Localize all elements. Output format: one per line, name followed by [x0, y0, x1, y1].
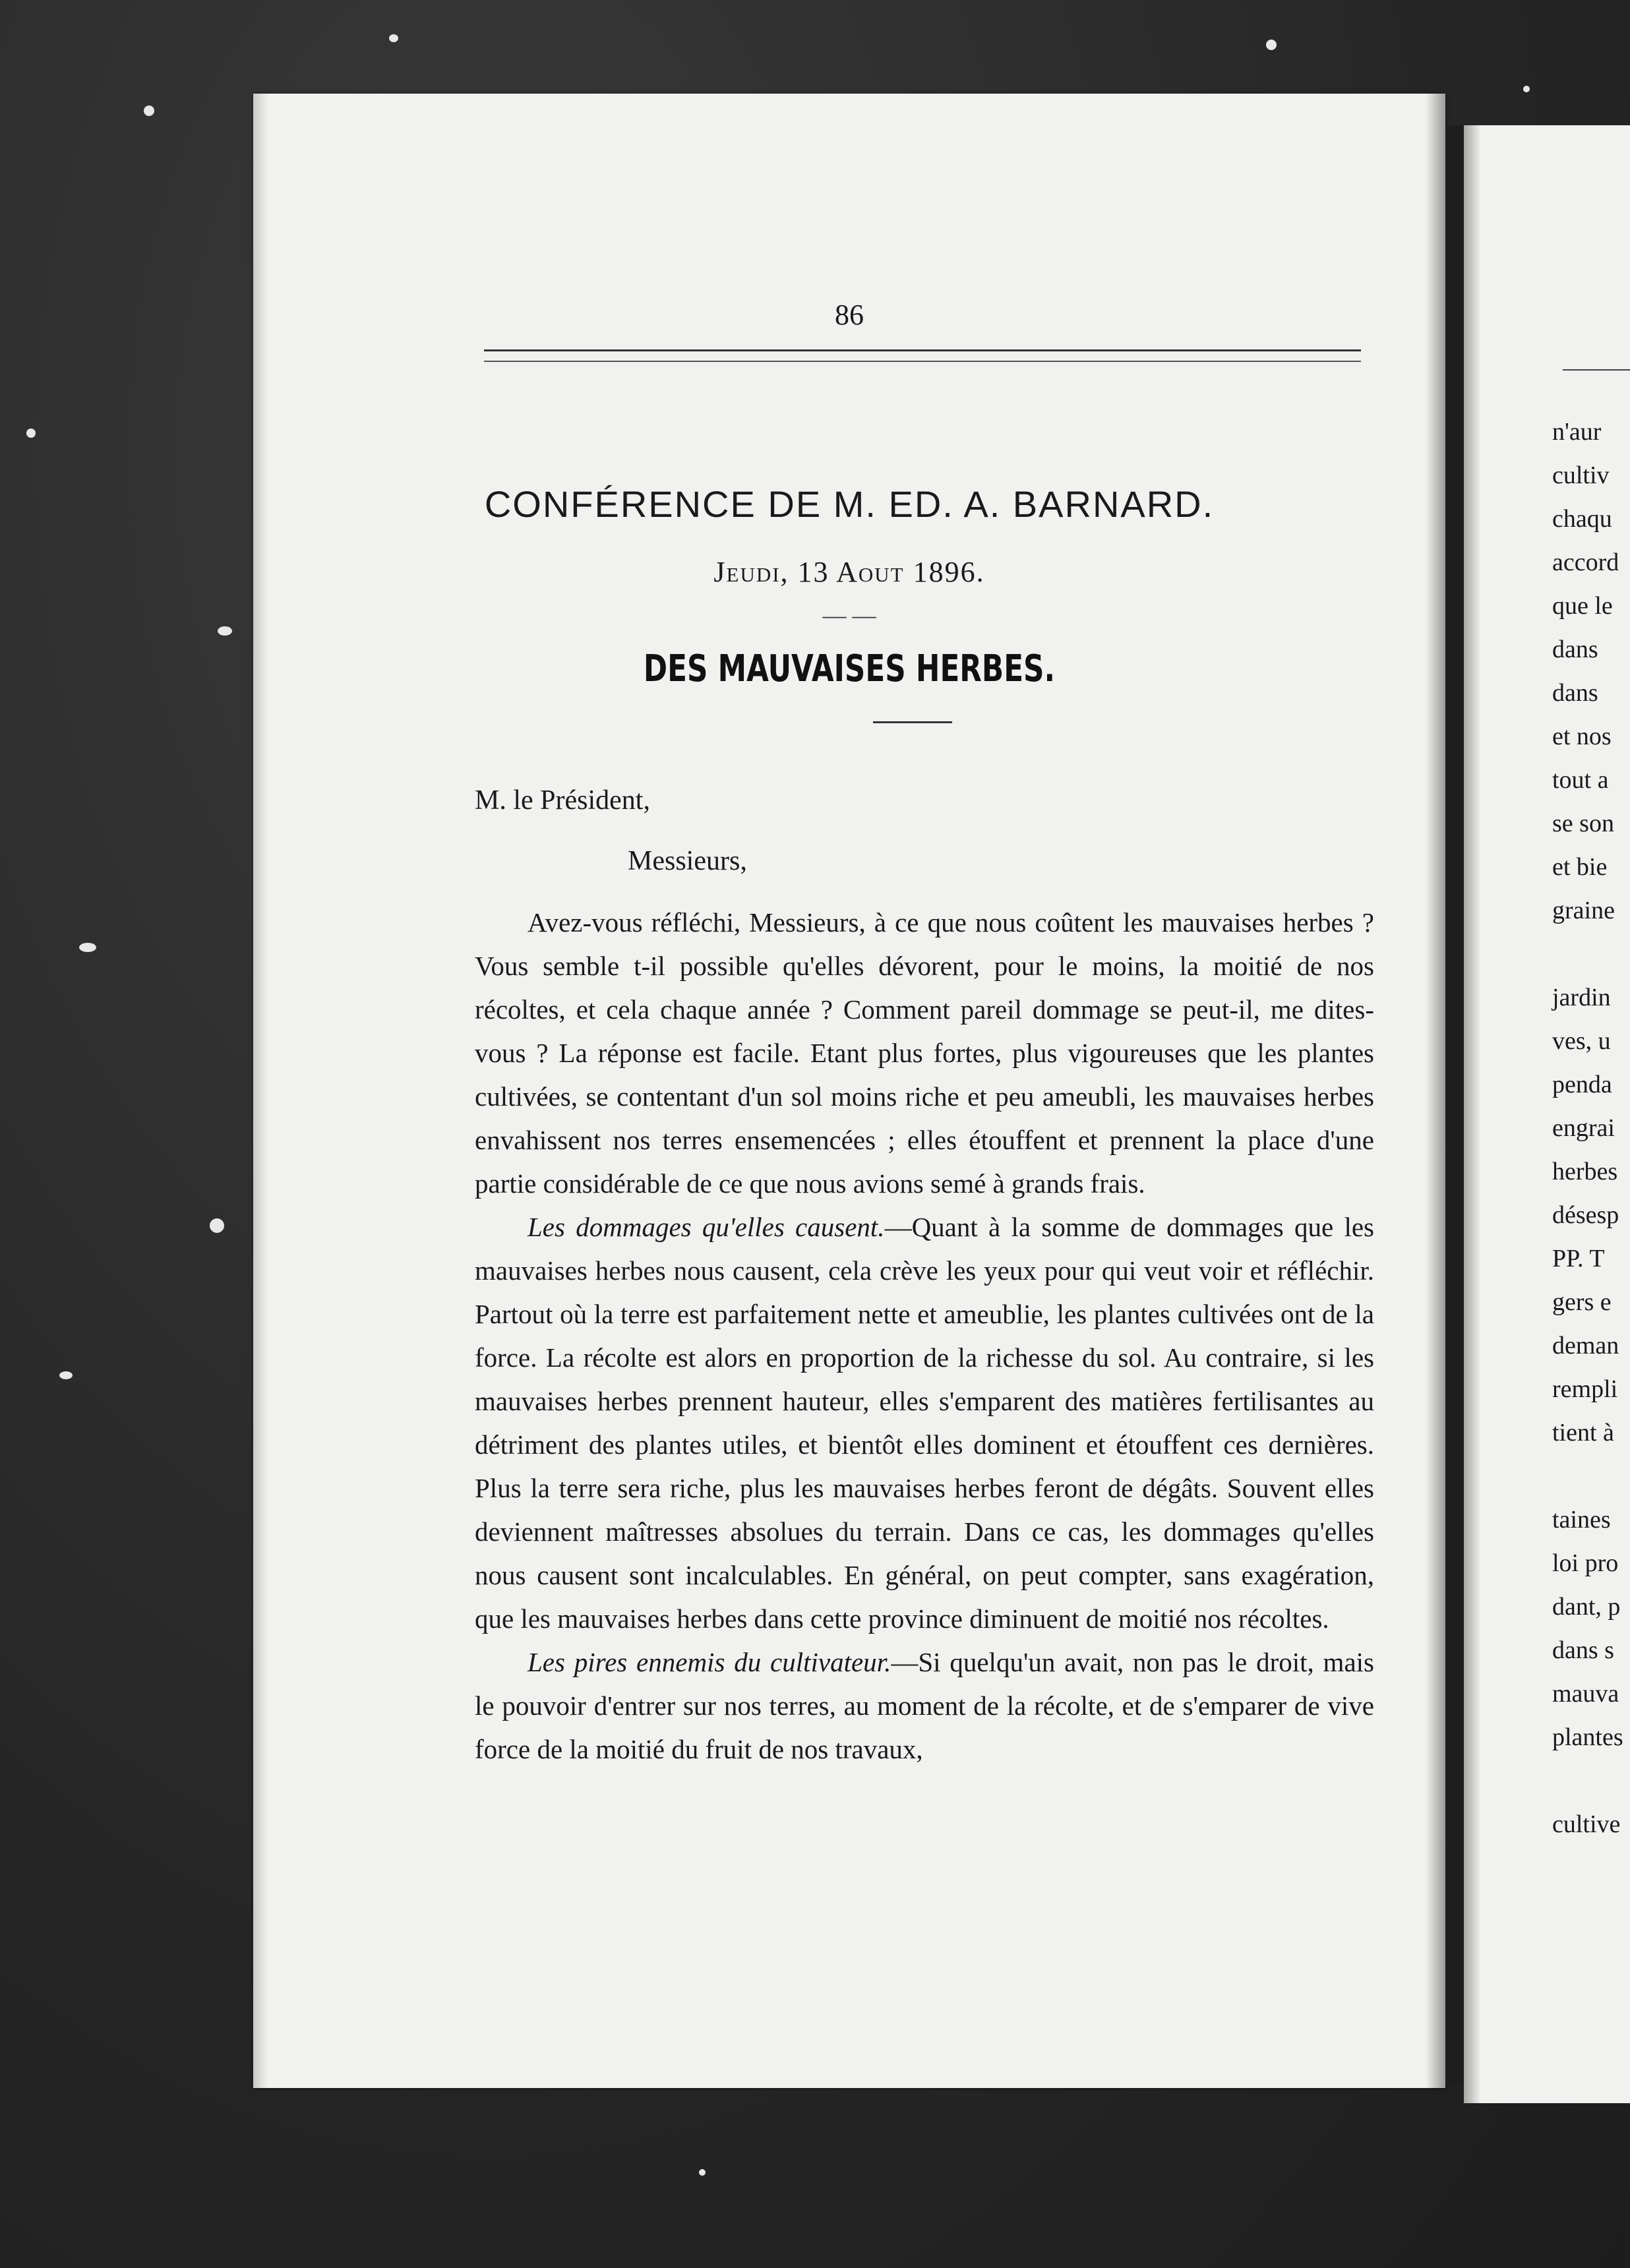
title-rule — [873, 721, 952, 723]
right-page-line: loi pro — [1552, 1549, 1619, 1577]
film-speck — [1523, 86, 1530, 92]
right-page-line: et nos — [1552, 723, 1612, 750]
right-page-line: et bie — [1552, 853, 1608, 881]
right-page-line: gers e — [1552, 1288, 1612, 1316]
right-page-line: dant, p — [1552, 1593, 1621, 1621]
right-header-rule — [1563, 369, 1630, 371]
film-speck — [218, 626, 232, 636]
conference-heading: CONFÉRENCE DE M. ED. A. BARNARD. — [484, 483, 1215, 525]
right-page-line: dans s — [1552, 1636, 1614, 1664]
right-page-line: PP. T — [1552, 1245, 1605, 1272]
paragraph-text: Avez-vous réfléchi, Messieurs, à ce que nous coûtent les mauvaises herbes ? Vous semble t-il possible qu'elles dévorent, pour le moins, la moitié de nos récoltes, et cela chaque année ? Comment pareil dommage se peut-il, me dites-vous ? La réponse est facile. Etant plus fortes, plus vigoureuses que les plantes cultivées, se contentant d'un sol moins riche et peu ameubli, les mauvaises herbes envahissent nos terres ensemencées ; elles étouffent et prennent la place d'une partie considérable de ce que nous avions semé à grands frais. — [475, 907, 1374, 1199]
salutation-president: M. le Président, — [475, 785, 650, 816]
conference-date: Jeudi, 13 Aout 1896. — [713, 556, 985, 588]
right-page-line: plantes — [1552, 1723, 1623, 1751]
right-page-line: accord — [1552, 549, 1619, 576]
film-speck — [144, 105, 154, 116]
right-page-line: cultiv — [1552, 462, 1610, 489]
article-title: DES MAUVAISES HERBES. — [643, 647, 1056, 690]
right-page-line — [1552, 932, 1623, 976]
film-speck — [1266, 40, 1277, 50]
body-text — [475, 901, 1374, 1771]
right-page-line: chaqu — [1552, 505, 1612, 533]
left-page — [253, 94, 1445, 2088]
right-page-line: cultive — [1552, 1810, 1621, 1838]
paragraph — [475, 901, 1374, 1205]
right-page-line: désesp — [1552, 1201, 1619, 1229]
right-page — [1464, 125, 1630, 2103]
film-speck — [389, 34, 398, 42]
right-page-line: engrai — [1552, 1114, 1615, 1142]
right-page-line: ves, u — [1552, 1027, 1611, 1055]
header-rule — [484, 349, 1361, 362]
right-page-line: graine — [1552, 897, 1615, 924]
right-page-text — [1552, 410, 1623, 1846]
film-speck — [79, 943, 96, 952]
film-speck — [699, 2169, 706, 2176]
right-page-line — [1552, 1454, 1623, 1498]
right-page-line: jardin — [1552, 984, 1611, 1011]
right-page-line: se son — [1552, 810, 1614, 837]
film-speck — [210, 1218, 224, 1233]
right-page-line: que le — [1552, 592, 1613, 620]
right-page-line: dans — [1552, 679, 1598, 707]
right-page-line: mauva — [1552, 1680, 1619, 1708]
paragraph — [475, 1205, 1374, 1640]
right-page-line: tient à — [1552, 1419, 1614, 1447]
separator-dashes: — — — [822, 602, 876, 628]
salutation-messieurs: Messieurs, — [628, 846, 747, 876]
right-page-line: deman — [1552, 1332, 1619, 1359]
right-page-line: tout a — [1552, 766, 1609, 794]
paragraph-text: —Si quelqu'un avait, non pas le droit, mais le pouvoir d'entrer sur nos terres, au moment de la récolte, et de s'emparer de vive force de la moitié du fruit de nos travaux, — [475, 1647, 1374, 1764]
paragraph — [475, 1640, 1374, 1771]
film-speck — [59, 1371, 73, 1379]
right-page-line: n'aur — [1552, 418, 1602, 446]
right-page-line — [1552, 1759, 1623, 1803]
right-page-line: herbes — [1552, 1158, 1618, 1185]
book-gutter — [1445, 125, 1464, 2083]
film-speck — [26, 429, 36, 438]
right-page-line: penda — [1552, 1071, 1612, 1098]
right-page-line: dans — [1552, 636, 1598, 663]
right-page-line: taines — [1552, 1506, 1611, 1534]
right-page-line: rempli — [1552, 1375, 1618, 1403]
paragraph-text: —Quant à la somme de dommages que les mauvaises herbes nous causent, cela crève les yeux pour qui veut voir et réfléchir. Partout où la terre est parfaitement nette et ameublie, les plantes cultivées ont de la force. La récolte est alors en proportion de la richesse du sol. Au contraire, si les mauvaises herbes prennent hauteur, elles s'emparent des matières fertilisantes au détriment des plantes utiles, et bientôt elles dominent et étouffent ces dernières. Plus la terre sera riche, plus les mauvaises herbes feront de dégâts. Souvent elles deviennent maîtresses absolues du terrain. Dans ce cas, les dommages qu'elles nous causent sont incalculables. En général, on peut compter, sans exagération, que les mauvaises herbes dans cette province diminuent de moitié nos récoltes. — [475, 1212, 1374, 1634]
paragraph-heading: Les dommages qu'elles causent. — [528, 1212, 885, 1242]
page-number: 86 — [835, 299, 864, 331]
paragraph-heading: Les pires ennemis du cultivateur. — [528, 1647, 891, 1677]
